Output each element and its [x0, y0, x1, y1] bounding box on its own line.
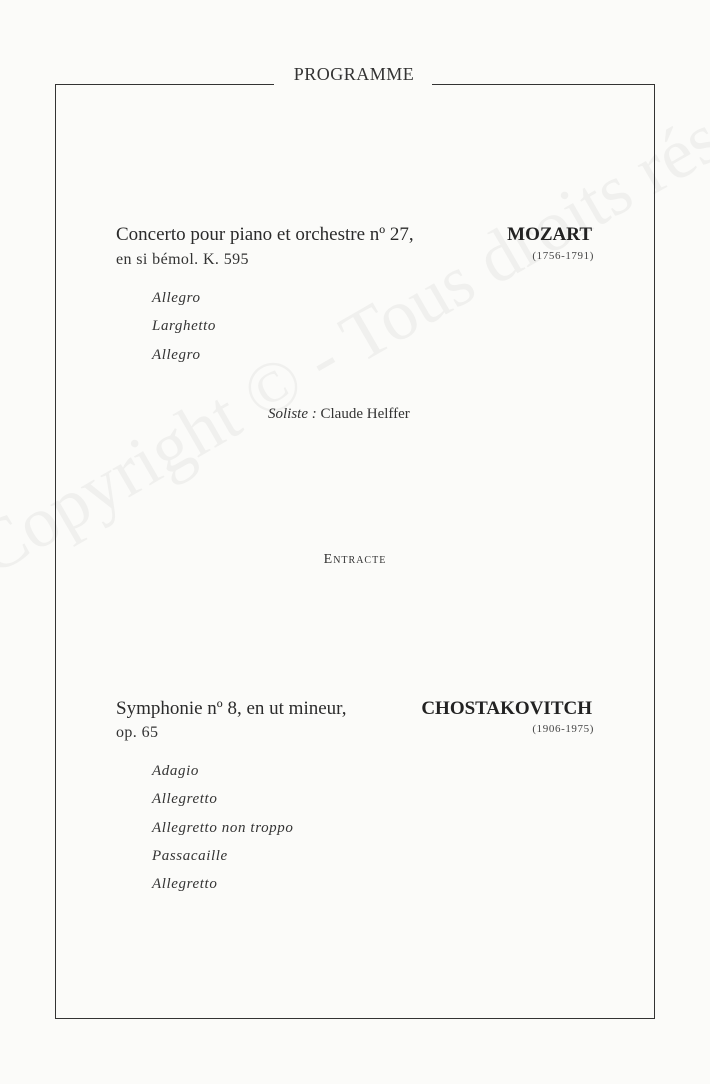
copyright-watermark [0, 21, 710, 592]
work-1-dates: (1756-1791) [532, 250, 594, 262]
frame-top-right-rule [432, 84, 654, 85]
work-2-movement-4: Passacaille [152, 848, 228, 864]
soloist-label: Soliste : [268, 406, 317, 422]
work-1-composer: MOZART [507, 224, 592, 245]
work-1-subtitle: en si bémol. K. 595 [116, 251, 249, 268]
work-2-dates: (1906-1975) [532, 723, 594, 735]
work-2-movement-2: Allegretto [152, 791, 218, 807]
frame-right-rule [654, 84, 655, 1018]
work-2-title: Symphonie nº 8, en ut mineur, [116, 698, 347, 719]
intermission-label: Entracte [323, 552, 387, 567]
frame-top-left-rule [56, 84, 274, 85]
page-title: PROGRAMME [293, 64, 415, 84]
work-1-title: Concerto pour piano et orchestre nº 27, [116, 224, 414, 245]
work-2-movement-5: Allegretto [152, 876, 218, 892]
work-2-movement-1: Adagio [152, 763, 199, 779]
work-2-composer: CHOSTAKOVITCH [421, 698, 592, 719]
work-2-subtitle: op. 65 [116, 724, 159, 741]
work-1-movement-2: Larghetto [152, 318, 217, 334]
work-2-movement-3: Allegretto non troppo [152, 820, 294, 836]
soloist-name: Claude Helffer [320, 406, 410, 422]
work-1-movement-1: Allegro [152, 290, 201, 306]
frame-left-rule [55, 84, 56, 1018]
work-1-movement-3: Allegro [152, 347, 201, 363]
soloist-line [268, 406, 410, 423]
frame-bottom-rule [55, 1018, 655, 1019]
